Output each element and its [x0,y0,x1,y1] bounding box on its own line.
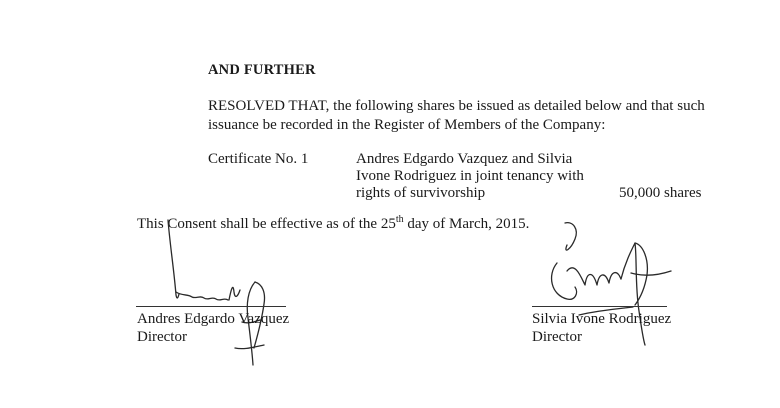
resolution-text-line-1: RESOLVED THAT, the following shares be issued as detailed below and that such [208,98,705,114]
share-count: 50,000 shares [619,185,702,201]
consent-ordinal-suffix: th [395,214,404,225]
signature-line-vazquez [136,306,286,307]
signatory-name-1: Andres Edgardo Vazquez [137,311,290,327]
holder-line-2: Ivone Rodriguez in joint tenancy with [356,168,584,184]
signatory-role-1: Director [137,329,187,345]
signature-line-rodriguez [532,306,667,307]
consent-prefix: This Consent shall be effective as of the 25 [137,216,396,232]
consent-suffix: day of March, 2015. [403,216,530,232]
section-heading: AND FURTHER [208,62,316,78]
holder-line-3: rights of survivorship [356,185,486,201]
signatory-name-2: Silvia Ivone Rodriguez [532,311,672,327]
signatory-role-2: Director [532,329,582,345]
signature-vazquez [130,200,300,375]
resolution-text-line-2: issuance be recorded in the Register of Members of the Company: [208,117,606,133]
holder-line-1: Andres Edgardo Vazquez and Silvia [356,151,573,167]
certificate-label: Certificate No. 1 [208,151,309,167]
